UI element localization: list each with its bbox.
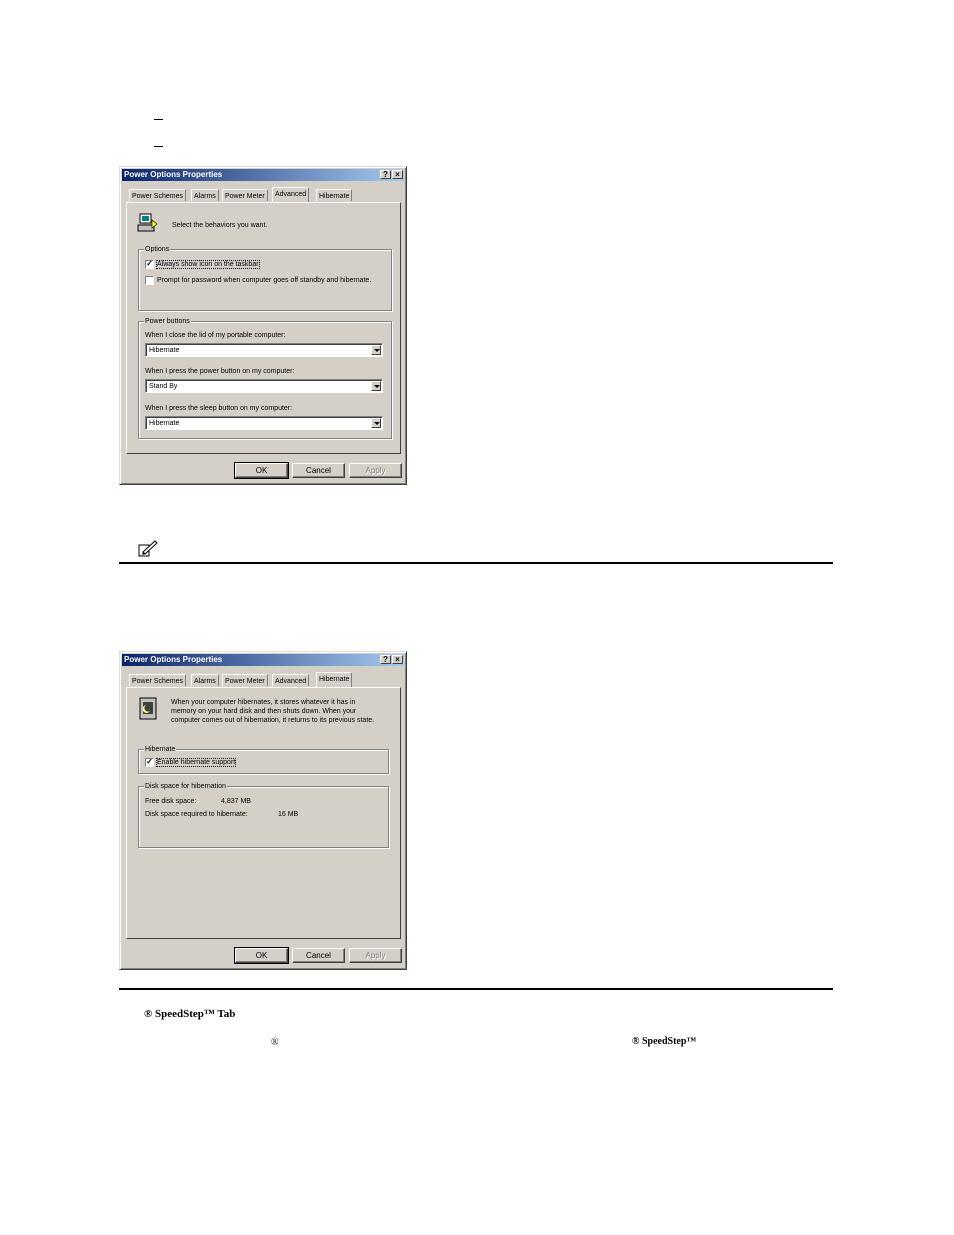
free-disk-space-label: Free disk space: bbox=[145, 798, 197, 805]
tab-alarms[interactable]: Alarms bbox=[191, 189, 219, 201]
window-title: Power Options Properties bbox=[124, 655, 223, 664]
power-button-value: Stand By bbox=[149, 383, 178, 390]
description-line-1: When your computer hibernates, it stores whatever it has in bbox=[171, 699, 356, 706]
hibernate-computer-icon bbox=[137, 697, 159, 721]
description-line-2: memory on your hard disk and then shuts down. When your bbox=[171, 708, 357, 715]
tab-alarms[interactable]: Alarms bbox=[191, 674, 219, 686]
enable-hibernate-checkbox[interactable]: ✓ bbox=[146, 757, 153, 766]
tab-power-meter[interactable]: Power Meter bbox=[222, 189, 268, 201]
disk-space-group bbox=[138, 783, 389, 848]
divider-1 bbox=[119, 562, 833, 564]
power-options-dialog-hibernate bbox=[119, 651, 407, 970]
registered-mark: ® bbox=[271, 1037, 279, 1048]
close-button[interactable]: × bbox=[392, 170, 403, 179]
sleep-button-dropdown[interactable] bbox=[145, 416, 383, 430]
power-button-dropdown[interactable] bbox=[145, 379, 383, 393]
hibernate-group bbox=[138, 746, 389, 774]
tab-panel-hibernate bbox=[126, 687, 401, 939]
lid-close-value: Hibernate bbox=[149, 347, 180, 354]
lid-close-dropdown[interactable] bbox=[145, 343, 383, 357]
ok-button[interactable]: OK bbox=[235, 463, 288, 478]
hibernate-group-label: Hibernate bbox=[145, 746, 176, 753]
options-group-label: Options bbox=[145, 246, 170, 253]
required-space-value: 16 MB bbox=[278, 811, 299, 818]
window-title: Power Options Properties bbox=[124, 170, 223, 179]
bullet-dash-2 bbox=[154, 146, 163, 147]
tab-advanced[interactable]: Advanced bbox=[272, 187, 309, 202]
power-buttons-group-label: Power buttons bbox=[145, 318, 190, 325]
required-space-label: Disk space required to hibernate: bbox=[145, 811, 248, 818]
power-buttons-group bbox=[138, 318, 392, 439]
title-bar[interactable] bbox=[122, 169, 404, 181]
disk-space-group-label: Disk space for hibernation bbox=[145, 783, 226, 790]
apply-button[interactable]: Apply bbox=[349, 463, 402, 478]
always-show-icon-checkbox[interactable]: ✓ bbox=[146, 259, 153, 268]
tab-power-schemes[interactable]: Power Schemes bbox=[129, 189, 186, 201]
tab-advanced[interactable]: Advanced bbox=[272, 674, 309, 686]
tab-panel-advanced bbox=[126, 202, 401, 454]
options-group bbox=[138, 246, 392, 311]
title-bar[interactable] bbox=[122, 654, 404, 666]
note-pencil-icon bbox=[137, 540, 159, 558]
bullet-dash-1 bbox=[154, 119, 163, 120]
tab-hibernate[interactable]: Hibernate bbox=[316, 672, 352, 687]
divider-2 bbox=[119, 988, 833, 990]
ok-button[interactable]: OK bbox=[235, 948, 288, 963]
speedstep-tab-heading: ® SpeedStep™ Tab bbox=[144, 1008, 236, 1020]
apply-button[interactable]: Apply bbox=[349, 948, 402, 963]
tab-power-meter[interactable]: Power Meter bbox=[222, 674, 268, 686]
power-button-label: When I press the power button on my computer: bbox=[145, 368, 295, 375]
computer-behavior-icon bbox=[137, 212, 159, 234]
power-options-dialog-advanced bbox=[119, 166, 407, 485]
prompt-password-label[interactable]: Prompt for password when computer goes off standby and hibernate. bbox=[157, 277, 372, 284]
help-button[interactable]: ? bbox=[380, 655, 391, 664]
cancel-button[interactable]: Cancel bbox=[292, 948, 345, 963]
close-button[interactable]: × bbox=[392, 655, 403, 664]
chevron-down-icon[interactable] bbox=[371, 381, 381, 391]
help-button[interactable]: ? bbox=[380, 170, 391, 179]
sleep-button-label: When I press the sleep button on my computer: bbox=[145, 405, 293, 412]
enable-hibernate-label[interactable]: Enable hibernate support bbox=[157, 759, 236, 766]
header-text: Select the behaviors you want. bbox=[172, 222, 268, 229]
always-show-icon-label[interactable]: Always show icon on the taskbar bbox=[157, 261, 259, 268]
tab-hibernate[interactable]: Hibernate bbox=[316, 189, 352, 201]
sleep-button-value: Hibernate bbox=[149, 420, 180, 427]
chevron-down-icon[interactable] bbox=[371, 345, 381, 355]
cancel-button[interactable]: Cancel bbox=[292, 463, 345, 478]
chevron-down-icon[interactable] bbox=[371, 418, 381, 428]
lid-close-label: When I close the lid of my portable computer: bbox=[145, 332, 286, 339]
speedstep-inline-text: ® SpeedStep™ bbox=[632, 1036, 697, 1047]
tab-power-schemes[interactable]: Power Schemes bbox=[129, 674, 186, 686]
prompt-password-checkbox[interactable] bbox=[145, 276, 154, 285]
free-disk-space-value: 4,837 MB bbox=[221, 798, 251, 805]
description-line-3: computer comes out of hibernation, it returns to its previous state. bbox=[171, 717, 375, 724]
